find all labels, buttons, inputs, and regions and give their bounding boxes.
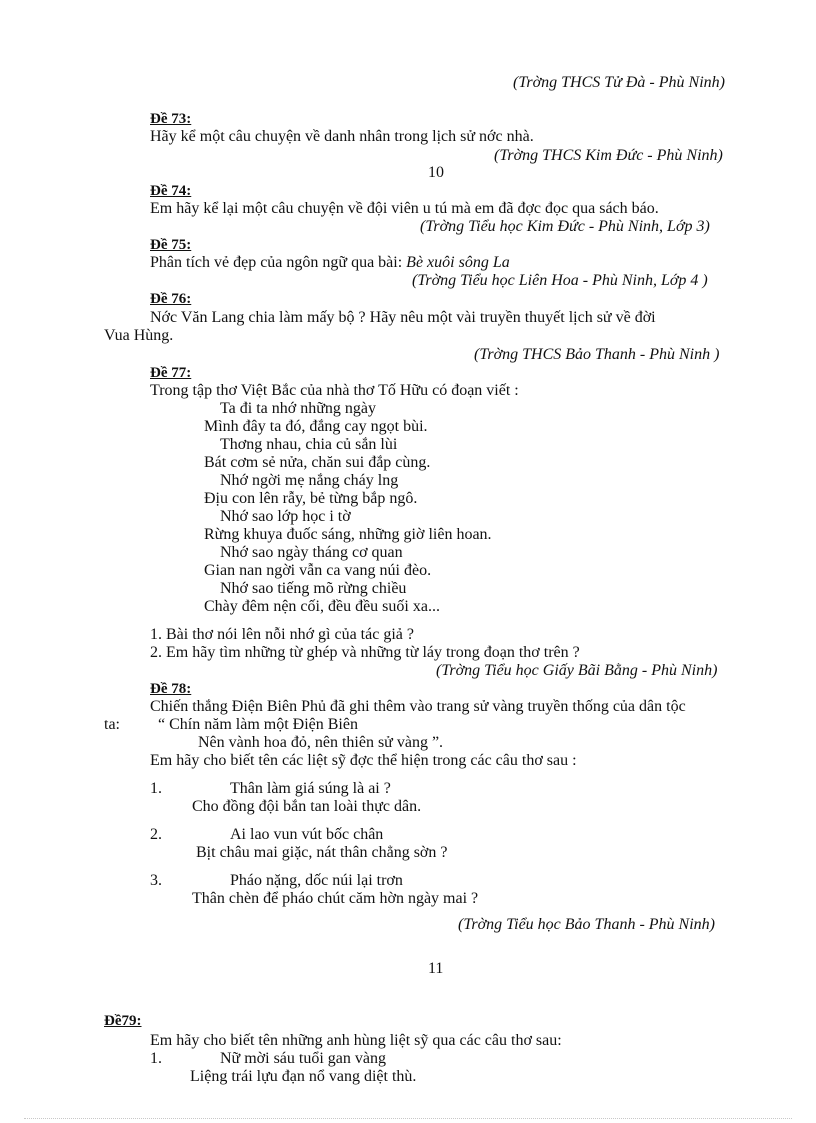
de-77-source: (Trờng Tiểu học Giấy Bãi Bằng - Phù Ninh) xyxy=(436,662,718,679)
heading-de-79: Đề79: xyxy=(104,1013,142,1029)
list-item-number: 2. xyxy=(150,826,162,843)
de-76-text-line-2: Vua Hùng. xyxy=(104,327,174,344)
de-78-text-line-1: Chiến thắng Điện Biên Phủ đã ghi thêm vào trang sử vàng truyền thống của dân tộc xyxy=(150,698,686,715)
de-75-source: (Trờng Tiểu học Liên Hoa - Phù Ninh, Lớp 4 ) xyxy=(412,272,708,289)
de-78-source: (Trờng Tiểu học Bảo Thanh - Phù Ninh) xyxy=(458,916,715,933)
poem-line: Địu con lên rẫy, bẻ từng bắp ngô. xyxy=(204,490,418,507)
de-75-text xyxy=(150,254,510,272)
list-item-line-1: Nữ mời sáu tuổi gan vàng xyxy=(220,1050,386,1067)
de-77-question-2: 2. Em hãy tìm những từ ghép và những từ láy trong đoạn thơ trên ? xyxy=(150,644,580,661)
de-78-ask: Em hãy cho biết tên các liệt sỹ đợc thể hiện trong các câu thơ sau : xyxy=(150,752,577,769)
de-77-intro: Trong tập thơ Việt Bắc của nhà thơ Tố Hữu có đoạn viết : xyxy=(150,382,519,399)
list-item-line-2: Liệng trái lựu đạn nổ vang diệt thù. xyxy=(190,1068,417,1085)
poem-line: Nhớ ngời mẹ nắng cháy lng xyxy=(220,472,399,489)
poem-line: Nhớ sao lớp học i tờ xyxy=(220,508,351,525)
de-73-source: (Trờng THCS Kim Đức - Phù Ninh) xyxy=(494,147,723,164)
poem-line: Thơng nhau, chia củ sắn lùi xyxy=(220,436,398,453)
poem-line: Nhớ sao tiếng mõ rừng chiều xyxy=(220,580,407,597)
de-74-text: Em hãy kể lại một câu chuyện về đội viên u tú mà em đã đợc đọc qua sách báo. xyxy=(150,200,659,217)
de-74-source: (Trờng Tiểu học Kim Đức - Phù Ninh, Lớp 3) xyxy=(420,218,710,235)
list-item-number: 3. xyxy=(150,872,162,889)
list-item-number: 1. xyxy=(150,780,162,797)
poem-line: Rừng khuya đuốc sáng, những giờ liên hoan. xyxy=(204,526,492,543)
heading-de-74: Đề 74: xyxy=(150,183,192,199)
de-76-source: (Trờng THCS Bảo Thanh - Phù Ninh ) xyxy=(474,346,720,363)
poem-line: Nhớ sao ngày tháng cơ quan xyxy=(220,544,403,561)
list-item-number: 1. xyxy=(150,1050,162,1067)
de-77-question-1: 1. Bài thơ nói lên nỗi nhớ gì của tác giả ? xyxy=(150,626,414,643)
de-73-text: Hãy kể một câu chuyện về danh nhân trong lịch sử nớc nhà. xyxy=(150,128,534,145)
list-item-line-2: Bịt châu mai giặc, nát thân chẳng sờn ? xyxy=(196,844,448,861)
de-78-quote-line-2: Nên vành hoa đỏ, nên thiên sử vàng ”. xyxy=(198,734,444,751)
heading-de-78: Đề 78: xyxy=(150,681,192,697)
poem-line: Gian nan ngời vẫn ca vang núi đèo. xyxy=(204,562,432,579)
list-item-line-1: Pháo nặng, dốc núi lại trơn xyxy=(230,872,403,889)
list-item-line-1: Ai lao vun vút bốc chân xyxy=(230,826,384,843)
de-78-quote-line-1: “ Chín năm làm một Điện Biên xyxy=(158,716,358,733)
de-79-text: Em hãy cho biết tên những anh hùng liệt sỹ qua các câu thơ sau: xyxy=(150,1032,562,1049)
poem-line: Ta đi ta nhớ những ngày xyxy=(220,400,376,417)
heading-de-75: Đề 75: xyxy=(150,237,192,253)
poem-line: Mình đây ta đó, đắng cay ngọt bùi. xyxy=(204,418,428,435)
list-item-line-2: Thân chèn để pháo chút căm hờn ngày mai ? xyxy=(192,890,479,907)
heading-de-76: Đề 76: xyxy=(150,291,192,307)
page-number-11: 11 xyxy=(428,960,444,977)
poem-line: Chày đêm nện cối, đều đều suối xa... xyxy=(204,598,440,615)
source-top: (Trờng THCS Tử Đà - Phù Ninh) xyxy=(513,74,725,91)
list-item-line-1: Thân làm giá súng là ai ? xyxy=(230,780,391,797)
heading-de-77: Đề 77: xyxy=(150,365,192,381)
poem-title: Bè xuôi sông La xyxy=(406,254,510,271)
de-78-text-ta: ta: xyxy=(104,716,120,733)
page-number-10: 10 xyxy=(428,164,444,181)
de-76-text-line-1: Nớc Văn Lang chia làm mấy bộ ? Hãy nêu một vài truyền thuyết lịch sử về đời xyxy=(150,309,656,326)
page-bottom-divider xyxy=(24,1118,792,1119)
list-item-line-2: Cho đồng đội bắn tan loài thực dân. xyxy=(192,798,422,815)
heading-de-73: Đề 73: xyxy=(150,111,192,127)
poem-line: Bát cơm sẻ nửa, chăn sui đắp cùng. xyxy=(204,454,431,471)
de-75-prompt: Phân tích vẻ đẹp của ngôn ngữ qua bài: xyxy=(150,254,403,271)
